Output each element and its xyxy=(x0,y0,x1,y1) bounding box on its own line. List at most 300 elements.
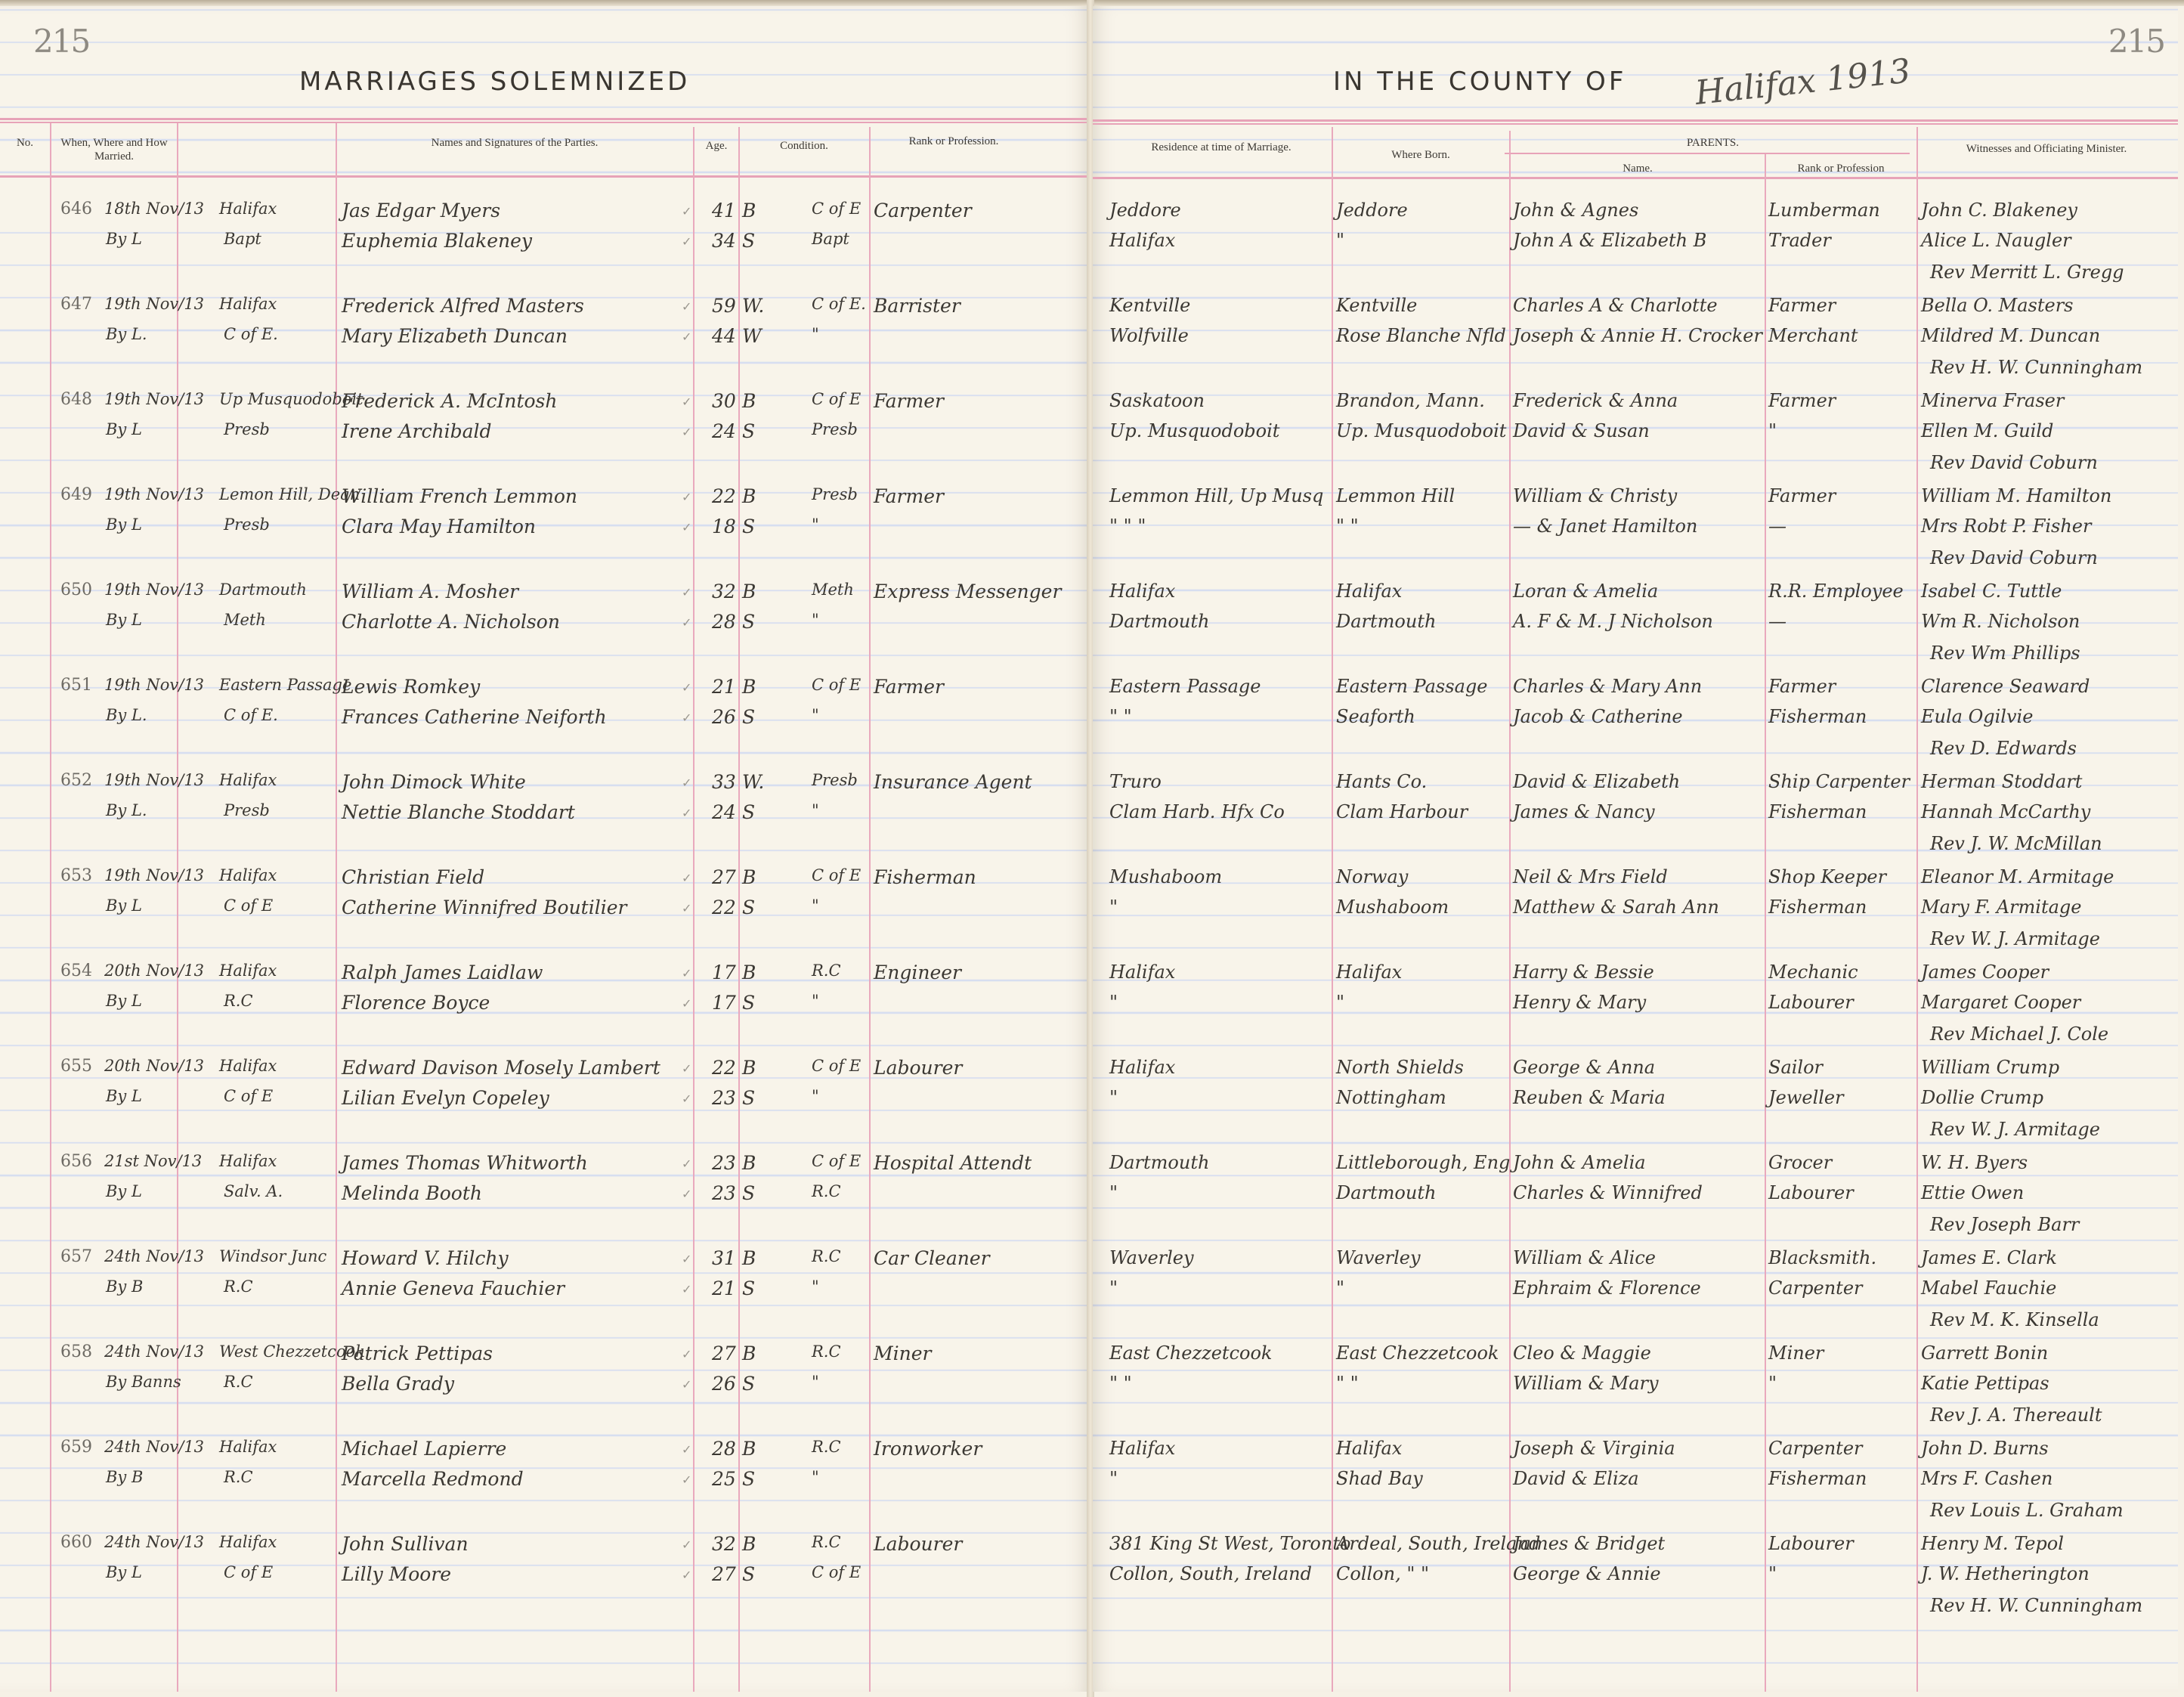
groom-verified-tick: ✓ xyxy=(682,585,692,599)
groom-parents: William & Christy xyxy=(1513,485,1678,506)
bride-condition: S xyxy=(742,1277,756,1299)
bride-religion: C of E xyxy=(812,1563,862,1581)
marriage-place: Dartmouth xyxy=(219,581,307,599)
groom-birthplace: Littleborough, Eng xyxy=(1336,1152,1511,1173)
officiating-minister: Rev H. W. Cunningham xyxy=(1930,1595,2143,1616)
groom-birthplace: North Shields xyxy=(1336,1057,1464,1078)
column-divider xyxy=(693,127,694,1692)
bride-condition: S xyxy=(742,896,756,918)
bride-name: Lilian Evelyn Copeley xyxy=(342,1087,549,1109)
marriage-date: 19th Nov/13 xyxy=(104,390,205,408)
bride-parents-profession: Fisherman xyxy=(1768,706,1867,727)
groom-condition: B xyxy=(742,676,756,698)
marriage-date: 18th Nov/13 xyxy=(104,200,205,218)
groom-religion: R.C xyxy=(812,962,841,980)
groom-age: 32 xyxy=(712,1533,736,1555)
header-rule-top-2 xyxy=(1093,123,2178,125)
bride-condition: S xyxy=(742,706,756,728)
column-divider xyxy=(1765,154,1766,1692)
witness: J. W. Hetherington xyxy=(1921,1563,2090,1584)
witness: Ellen M. Guild xyxy=(1921,420,2054,441)
bride-religion: " xyxy=(812,611,819,629)
officiating-minister: Rev D. Edwards xyxy=(1930,738,2077,759)
bride-parents: Charles & Winnifred xyxy=(1513,1182,1703,1203)
officiating-denomination: C of E. xyxy=(224,706,278,724)
witness: Mabel Fauchie xyxy=(1921,1277,2057,1299)
column-header-no: No. xyxy=(16,137,34,149)
column-divider xyxy=(50,123,51,1692)
groom-condition: B xyxy=(742,1152,756,1174)
groom-condition: B xyxy=(742,962,756,983)
groom-verified-tick: ✓ xyxy=(682,299,692,314)
groom-birthplace: Brandon, Mann. xyxy=(1336,390,1485,411)
bride-religion: " xyxy=(812,1373,819,1391)
bride-religion: " xyxy=(812,1087,819,1105)
column-divider xyxy=(738,127,740,1692)
bride-name: Catherine Winnifred Boutilier xyxy=(342,896,627,918)
groom-birthplace: Eastern Passage xyxy=(1336,676,1488,697)
witness: Wm R. Nicholson xyxy=(1921,611,2080,632)
bride-condition: S xyxy=(742,1563,756,1585)
bride-condition: S xyxy=(742,611,756,633)
groom-profession: Labourer xyxy=(874,1057,963,1079)
groom-name: Howard V. Hilchy xyxy=(342,1247,509,1269)
witness: Eleanor M. Armitage xyxy=(1921,866,2114,887)
marriage-date: 19th Nov/13 xyxy=(104,771,205,789)
parents-rule xyxy=(1505,153,1910,154)
marriage-method: By L xyxy=(106,611,142,629)
bride-religion: " xyxy=(812,992,819,1010)
witness: William Crump xyxy=(1921,1057,2060,1078)
groom-parents-profession: Farmer xyxy=(1768,676,1836,697)
witness: Clarence Seaward xyxy=(1921,676,2090,697)
groom-religion: R.C xyxy=(812,1247,841,1265)
marriage-date: 21st Nov/13 xyxy=(104,1152,203,1170)
marriage-date: 19th Nov/13 xyxy=(104,295,205,313)
groom-verified-tick: ✓ xyxy=(682,1252,692,1266)
column-header-condition: Condition. xyxy=(780,140,828,152)
witness: John D. Burns xyxy=(1921,1438,2049,1459)
officiating-minister: Rev J. A. Thereault xyxy=(1930,1404,2102,1426)
column-divider xyxy=(1509,131,1511,1692)
bride-age: 44 xyxy=(712,325,736,347)
witness: Margaret Cooper xyxy=(1921,992,2081,1013)
groom-birthplace: Kentville xyxy=(1336,295,1418,316)
groom-profession: Express Messenger xyxy=(874,581,1062,602)
bride-religion: " xyxy=(812,896,819,915)
marriage-place: Halifax xyxy=(219,1533,277,1551)
marriage-date: 24th Nov/13 xyxy=(104,1247,205,1265)
groom-religion: R.C xyxy=(812,1342,841,1361)
groom-parents-profession: R.R. Employee xyxy=(1768,581,1904,602)
marriage-method: By B xyxy=(106,1468,144,1486)
entry-number: 649 xyxy=(60,485,92,504)
bride-residence: " xyxy=(1109,992,1118,1013)
groom-age: 23 xyxy=(712,1152,736,1174)
page-number-left: 215 xyxy=(33,23,90,60)
marriage-place: Halifax xyxy=(219,295,277,313)
header-rule-bottom xyxy=(1093,177,2178,179)
officiating-minister: Rev H. W. Cunningham xyxy=(1930,357,2143,378)
column-divider xyxy=(869,127,871,1692)
bride-verified-tick: ✓ xyxy=(682,234,692,249)
groom-verified-tick: ✓ xyxy=(682,490,692,504)
groom-birthplace: Jeddore xyxy=(1336,200,1408,221)
bride-residence: Halifax xyxy=(1109,230,1176,251)
groom-verified-tick: ✓ xyxy=(682,966,692,980)
bride-parents-profession: Labourer xyxy=(1768,1182,1854,1203)
marriage-place: Up Musquodoboit xyxy=(219,390,363,408)
bride-parents-profession: Jeweller xyxy=(1768,1087,1844,1108)
marriage-method: By L xyxy=(106,1182,142,1200)
bride-verified-tick: ✓ xyxy=(682,1187,692,1201)
bride-condition: S xyxy=(742,801,756,823)
groom-birthplace: Halifax xyxy=(1336,581,1403,602)
officiating-minister: Rev M. K. Kinsella xyxy=(1930,1309,2099,1330)
bride-age: 23 xyxy=(712,1182,736,1204)
groom-parents: John & Amelia xyxy=(1513,1152,1646,1173)
bride-verified-tick: ✓ xyxy=(682,1472,692,1487)
bride-parents: Matthew & Sarah Ann xyxy=(1513,896,1719,918)
bride-age: 25 xyxy=(712,1468,736,1490)
groom-residence: Halifax xyxy=(1109,962,1176,983)
column-header-rank: Rank or Profession. xyxy=(908,135,999,147)
groom-verified-tick: ✓ xyxy=(682,1157,692,1171)
groom-profession: Labourer xyxy=(874,1533,963,1555)
entry-number: 657 xyxy=(60,1247,92,1266)
groom-parents: Joseph & Virginia xyxy=(1513,1438,1675,1459)
bride-birthplace: Shad Bay xyxy=(1336,1468,1423,1489)
witness: Herman Stoddart xyxy=(1921,771,2083,792)
marriage-date: 24th Nov/13 xyxy=(104,1342,205,1361)
marriage-date: 19th Nov/13 xyxy=(104,485,205,503)
marriage-method: By B xyxy=(106,1277,144,1296)
groom-religion: Meth xyxy=(812,581,854,599)
groom-residence: Dartmouth xyxy=(1109,1152,1210,1173)
groom-parents: Charles & Mary Ann xyxy=(1513,676,1703,697)
bride-parents-profession: Fisherman xyxy=(1768,896,1867,918)
groom-residence: Eastern Passage xyxy=(1109,676,1261,697)
groom-name: Christian Field xyxy=(342,866,485,888)
bride-name: Euphemia Blakeney xyxy=(342,230,533,252)
witness: Mary F. Armitage xyxy=(1921,896,2082,918)
groom-name: Lewis Romkey xyxy=(342,676,481,698)
marriage-method: By L xyxy=(106,1087,142,1105)
groom-parents-profession: Farmer xyxy=(1768,485,1836,506)
entry-number: 646 xyxy=(60,200,92,218)
groom-profession: Farmer xyxy=(874,676,944,698)
bride-religion: " xyxy=(812,706,819,724)
groom-parents-profession: Carpenter xyxy=(1768,1438,1863,1459)
groom-name: William French Lemmon xyxy=(342,485,577,507)
column-divider xyxy=(177,123,178,1692)
bride-name: Clara May Hamilton xyxy=(342,516,537,537)
groom-profession: Barrister xyxy=(874,295,961,317)
page-number-right: 215 xyxy=(2108,23,2164,60)
bride-religion: " xyxy=(812,516,819,534)
officiating-denomination: C of E xyxy=(224,1563,274,1581)
bride-verified-tick: ✓ xyxy=(682,615,692,630)
bride-religion: Bapt xyxy=(812,230,849,248)
bride-religion: " xyxy=(812,1468,819,1486)
witness: Minerva Fraser xyxy=(1921,390,2065,411)
witness: Henry M. Tepol xyxy=(1921,1533,2064,1554)
entry-number: 650 xyxy=(60,581,92,599)
bride-age: 23 xyxy=(712,1087,736,1109)
bride-condition: S xyxy=(742,516,756,537)
groom-age: 41 xyxy=(712,200,736,221)
marriage-place: Halifax xyxy=(219,200,277,218)
groom-name: Jas Edgar Myers xyxy=(342,200,501,221)
bride-residence: " xyxy=(1109,896,1118,918)
bride-parents-profession: Labourer xyxy=(1768,992,1854,1013)
groom-parents-profession: Sailor xyxy=(1768,1057,1824,1078)
witness: Katie Pettipas xyxy=(1921,1373,2049,1394)
groom-residence: Halifax xyxy=(1109,1438,1176,1459)
bride-religion: " xyxy=(812,325,819,343)
bride-age: 18 xyxy=(712,516,736,537)
officiating-minister: Rev Louis L. Graham xyxy=(1930,1500,2124,1521)
header-rule-top-2 xyxy=(0,122,1088,123)
bride-residence: " xyxy=(1109,1087,1118,1108)
marriage-method: By L. xyxy=(106,325,147,343)
groom-condition: B xyxy=(742,1438,756,1460)
witness: Garrett Bonin xyxy=(1921,1342,2049,1364)
entry-number: 660 xyxy=(60,1533,92,1552)
bride-age: 26 xyxy=(712,1373,736,1395)
bride-parents-profession: — xyxy=(1768,516,1786,537)
bride-verified-tick: ✓ xyxy=(682,1568,692,1582)
witness: Alice L. Naugler xyxy=(1921,230,2071,251)
entry-number: 659 xyxy=(60,1438,92,1457)
header-rule-bottom xyxy=(0,175,1088,178)
groom-residence: Lemmon Hill, Up Musq xyxy=(1109,485,1324,506)
officiating-minister: Rev Joseph Barr xyxy=(1930,1214,2080,1235)
bride-religion: " xyxy=(812,801,819,819)
header-rule-top xyxy=(0,118,1088,120)
groom-parents-profession: Mechanic xyxy=(1768,962,1858,983)
groom-parents-profession: Shop Keeper xyxy=(1768,866,1887,887)
marriage-method: By L xyxy=(106,896,142,915)
bride-residence: " xyxy=(1109,1277,1118,1299)
column-header-parents-name: Name. xyxy=(1623,163,1653,175)
marriage-method: By L xyxy=(106,230,142,248)
bride-birthplace: Rose Blanche Nfld xyxy=(1336,325,1506,346)
groom-parents-profession: Farmer xyxy=(1768,295,1836,316)
bride-condition: S xyxy=(742,1087,756,1109)
groom-birthplace: Lemmon Hill xyxy=(1336,485,1455,506)
entry-number: 655 xyxy=(60,1057,92,1076)
groom-verified-tick: ✓ xyxy=(682,680,692,695)
groom-verified-tick: ✓ xyxy=(682,1061,692,1076)
bride-age: 24 xyxy=(712,801,736,823)
groom-name: Edward Davison Mosely Lambert xyxy=(342,1057,660,1079)
left-page xyxy=(0,6,1088,1692)
bride-parents-profession: Fisherman xyxy=(1768,801,1867,822)
bride-verified-tick: ✓ xyxy=(682,711,692,725)
officiating-denomination: R.C xyxy=(224,992,253,1010)
groom-parents: Neil & Mrs Field xyxy=(1513,866,1668,887)
groom-verified-tick: ✓ xyxy=(682,1347,692,1361)
groom-name: Patrick Pettipas xyxy=(342,1342,493,1364)
marriage-place: Windsor Junc xyxy=(219,1247,327,1265)
bride-verified-tick: ✓ xyxy=(682,425,692,439)
column-header-when-where-how: When, Where and How Married. xyxy=(60,137,168,163)
bride-name: Nettie Blanche Stoddart xyxy=(342,801,575,823)
witness: James Cooper xyxy=(1921,962,2049,983)
bride-residence: " xyxy=(1109,1468,1118,1489)
officiating-denomination: Presb xyxy=(224,420,270,438)
groom-condition: B xyxy=(742,485,756,507)
groom-age: 27 xyxy=(712,1342,736,1364)
entry-number: 648 xyxy=(60,390,92,409)
bride-birthplace: Dartmouth xyxy=(1336,611,1437,632)
groom-religion: R.C xyxy=(812,1438,841,1456)
groom-profession: Hospital Attendt xyxy=(874,1152,1032,1174)
bride-age: 21 xyxy=(712,1277,736,1299)
column-divider xyxy=(1916,127,1918,1692)
officiating-minister: Rev Michael J. Cole xyxy=(1930,1023,2109,1045)
marriage-method: By L. xyxy=(106,801,147,819)
marriage-date: 24th Nov/13 xyxy=(104,1438,205,1456)
bride-parents-profession: " xyxy=(1768,1563,1777,1584)
bride-parents-profession: Merchant xyxy=(1768,325,1858,346)
column-header-witnesses: Witnesses and Officiating Minister. xyxy=(1966,143,2127,155)
officiating-denomination: Meth xyxy=(224,611,266,629)
groom-birthplace: Halifax xyxy=(1336,962,1403,983)
groom-parents-profession: Ship Carpenter xyxy=(1768,771,1910,792)
groom-birthplace: Norway xyxy=(1336,866,1409,887)
bride-parents: Reuben & Maria xyxy=(1513,1087,1666,1108)
groom-age: 33 xyxy=(712,771,736,793)
column-header-where-born: Where Born. xyxy=(1391,149,1450,161)
groom-age: 22 xyxy=(712,485,736,507)
bride-residence: " " " xyxy=(1109,516,1146,537)
column-header-age: Age. xyxy=(705,140,728,152)
bride-birthplace: " " xyxy=(1336,1373,1359,1394)
groom-parents-profession: Labourer xyxy=(1768,1533,1854,1554)
marriage-date: 19th Nov/13 xyxy=(104,581,205,599)
entry-number: 658 xyxy=(60,1342,92,1361)
groom-condition: B xyxy=(742,866,756,888)
witness: Isabel C. Tuttle xyxy=(1921,581,2062,602)
groom-parents: Loran & Amelia xyxy=(1513,581,1659,602)
bride-residence: " " xyxy=(1109,1373,1132,1394)
groom-age: 59 xyxy=(712,295,736,317)
bride-name: Florence Boyce xyxy=(342,992,490,1014)
bride-parents: David & Eliza xyxy=(1513,1468,1639,1489)
bride-name: Frances Catherine Neiforth xyxy=(342,706,607,728)
bride-verified-tick: ✓ xyxy=(682,1092,692,1106)
bride-parents: Joseph & Annie H. Crocker xyxy=(1513,325,1762,346)
officiating-minister: Rev W. J. Armitage xyxy=(1930,928,2100,949)
groom-residence: 381 King St West, Toronto xyxy=(1109,1533,1351,1554)
groom-profession: Fisherman xyxy=(874,866,976,888)
bride-condition: S xyxy=(742,1468,756,1490)
county-handwritten: Halifax 1913 xyxy=(1693,51,1913,113)
marriage-place: Halifax xyxy=(219,866,277,884)
bride-age: 24 xyxy=(712,420,736,442)
groom-profession: Engineer xyxy=(874,962,961,983)
column-divider xyxy=(336,123,337,1692)
marriage-date: 24th Nov/13 xyxy=(104,1533,205,1551)
groom-name: John Dimock White xyxy=(342,771,526,793)
bride-age: 26 xyxy=(712,706,736,728)
bride-name: Bella Grady xyxy=(342,1373,454,1395)
groom-name: James Thomas Whitworth xyxy=(342,1152,588,1174)
bride-verified-tick: ✓ xyxy=(682,1282,692,1296)
witness: Dollie Crump xyxy=(1921,1087,2043,1108)
bride-religion: " xyxy=(812,1277,819,1296)
groom-birthplace: Waverley xyxy=(1336,1247,1421,1268)
groom-religion: Presb xyxy=(812,485,858,503)
groom-residence: Jeddore xyxy=(1109,200,1181,221)
groom-religion: R.C xyxy=(812,1533,841,1551)
witness: Mrs Robt P. Fisher xyxy=(1921,516,2092,537)
groom-name: Frederick Alfred Masters xyxy=(342,295,584,317)
officiating-minister: Rev David Coburn xyxy=(1930,452,2098,473)
entry-number: 656 xyxy=(60,1152,92,1171)
groom-verified-tick: ✓ xyxy=(682,776,692,790)
bride-residence: Dartmouth xyxy=(1109,611,1210,632)
groom-parents-profession: Miner xyxy=(1768,1342,1824,1364)
bride-verified-tick: ✓ xyxy=(682,330,692,344)
bride-name: Mary Elizabeth Duncan xyxy=(342,325,568,347)
bride-parents: Ephraim & Florence xyxy=(1513,1277,1701,1299)
groom-birthplace: Hants Co. xyxy=(1336,771,1428,792)
bride-verified-tick: ✓ xyxy=(682,806,692,820)
groom-profession: Farmer xyxy=(874,390,944,412)
bride-verified-tick: ✓ xyxy=(682,996,692,1011)
officiating-denomination: C of E. xyxy=(224,325,278,343)
groom-residence: Waverley xyxy=(1109,1247,1194,1268)
bride-name: Irene Archibald xyxy=(342,420,492,442)
groom-parents: Charles A & Charlotte xyxy=(1513,295,1718,316)
groom-religion: C of E xyxy=(812,200,862,218)
bride-parents: Henry & Mary xyxy=(1513,992,1647,1013)
witness: William M. Hamilton xyxy=(1921,485,2112,506)
bride-birthplace: Up. Musquodoboit xyxy=(1336,420,1507,441)
officiating-denomination: Presb xyxy=(224,516,270,534)
marriage-place: Eastern Passage xyxy=(219,676,352,694)
groom-residence: Halifax xyxy=(1109,1057,1176,1078)
bride-birthplace: " " xyxy=(1336,516,1359,537)
officiating-denomination: C of E xyxy=(224,1087,274,1105)
groom-verified-tick: ✓ xyxy=(682,1442,692,1457)
bride-condition: S xyxy=(742,230,756,252)
entry-number: 652 xyxy=(60,771,92,790)
entry-number: 653 xyxy=(60,866,92,885)
officiating-minister: Rev David Coburn xyxy=(1930,547,2098,568)
bride-parents: A. F & M. J Nicholson xyxy=(1513,611,1713,632)
officiating-minister: Rev W. J. Armitage xyxy=(1930,1119,2100,1140)
entry-number: 654 xyxy=(60,962,92,980)
bride-birthplace: Seaforth xyxy=(1336,706,1415,727)
marriage-place: Halifax xyxy=(219,771,277,789)
officiating-minister: Rev J. W. McMillan xyxy=(1930,833,2102,854)
bride-religion: Presb xyxy=(812,420,858,438)
witness: John C. Blakeney xyxy=(1921,200,2077,221)
officiating-denomination: Presb xyxy=(224,801,270,819)
groom-verified-tick: ✓ xyxy=(682,395,692,409)
bride-residence: Clam Harb. Hfx Co xyxy=(1109,801,1285,822)
bride-condition: S xyxy=(742,1182,756,1204)
groom-age: 22 xyxy=(712,1057,736,1079)
groom-religion: C of E xyxy=(812,1152,862,1170)
officiating-denomination: R.C xyxy=(224,1468,253,1486)
bride-birthplace: Clam Harbour xyxy=(1336,801,1468,822)
groom-name: Ralph James Laidlaw xyxy=(342,962,543,983)
